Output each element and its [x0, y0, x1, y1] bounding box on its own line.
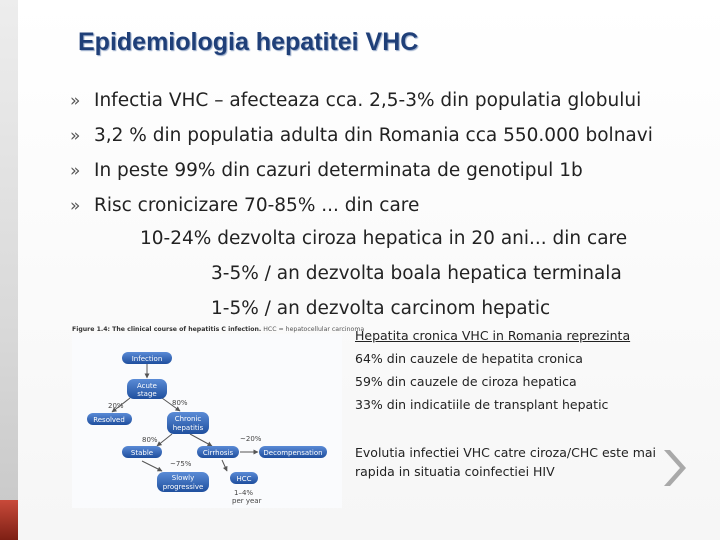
label-per-year-1: 1–4% — [234, 489, 254, 497]
node-cirrhosis-label: Cirrhosis — [202, 449, 234, 457]
romania-notes — [355, 328, 675, 420]
node-stable-label: Stable — [130, 449, 154, 457]
node-acute-label-2: stage — [137, 390, 157, 398]
notes-line: 59% din cauzele de ciroza hepatica — [355, 374, 577, 389]
bullet-list — [70, 88, 710, 228]
node-resolved-label: Resolved — [93, 416, 125, 424]
evolution-line-1: Evolutia infectiei VHC catre ciroza/CHC este mai — [355, 445, 657, 460]
next-slide-chevron-icon[interactable] — [660, 448, 686, 488]
notes-line: 64% din cauzele de hepatita cronica — [355, 351, 583, 366]
left-accent-red-tip — [0, 500, 18, 540]
node-chronic-label-2: hepatitis — [172, 424, 204, 432]
sub-bullet-carcinoma: 1-5% / an dezvolta carcinom hepatic — [211, 298, 551, 319]
node-infection-label: Infection — [131, 355, 163, 363]
evolution-line-2: rapida in situatia coinfectiei HIV — [355, 464, 555, 479]
notes-line: 33% din indicatiile de transplant hepatic — [355, 397, 609, 412]
node-slowly-label-1: Slowly — [171, 474, 195, 482]
node-chronic-label-1: Chronic — [174, 415, 202, 423]
bullet-item — [70, 123, 710, 158]
label-80pct-a: 80% — [172, 399, 188, 407]
bullet-text: Infectia VHC – afecteaza cca. 2,5-3% din populatia globului — [94, 90, 642, 111]
node-acute-label-1: Acute — [136, 382, 158, 390]
figure-caption-bold: Figure 1.4: The clinical course of hepatitis C infection. — [72, 326, 262, 333]
bullet-text: Risc cronicizare 70-85% ... din care — [94, 195, 420, 216]
bullet-item — [70, 193, 710, 228]
node-slowly-label-2: progressive — [162, 483, 204, 491]
label-80pct-b: 80% — [142, 436, 158, 444]
evolution-note — [355, 443, 675, 481]
label-20pct-b: ~20% — [240, 435, 262, 443]
bullet-marker: » — [70, 161, 81, 181]
bullet-marker: » — [70, 126, 81, 146]
slide-title: Epidemiologia hepatitei VHC — [78, 28, 419, 56]
label-per-year-2: per year — [232, 497, 262, 505]
figure-caption-rest: HCC = hepatocellular carcinoma — [261, 326, 365, 333]
bullet-marker: » — [70, 91, 81, 111]
node-decomp-label: Decompensation — [263, 449, 323, 457]
label-75pct: ~75% — [170, 460, 192, 468]
sub-bullet-cirrhosis: 10-24% dezvolta ciroza hepatica in 20 ani... din care — [140, 228, 628, 249]
bullet-marker: » — [70, 196, 81, 216]
node-hcc-label: HCC — [236, 475, 252, 483]
label-20pct: 20% — [108, 402, 124, 410]
flow-diagram — [72, 326, 342, 508]
bullet-text: 3,2 % din populatia adulta din Romania cca 550.000 bolnavi — [94, 125, 653, 146]
bullet-item — [70, 88, 710, 123]
bullet-item — [70, 158, 710, 193]
bullet-text: In peste 99% din cazuri determinata de genotipul 1b — [94, 160, 583, 181]
left-accent-bar — [0, 0, 18, 540]
sub-bullet-end-stage: 3-5% / an dezvolta boala hepatica terminala — [211, 263, 622, 284]
notes-heading: Hepatita cronica VHC in Romania reprezinta — [355, 328, 631, 343]
clinical-course-figure — [72, 326, 365, 508]
